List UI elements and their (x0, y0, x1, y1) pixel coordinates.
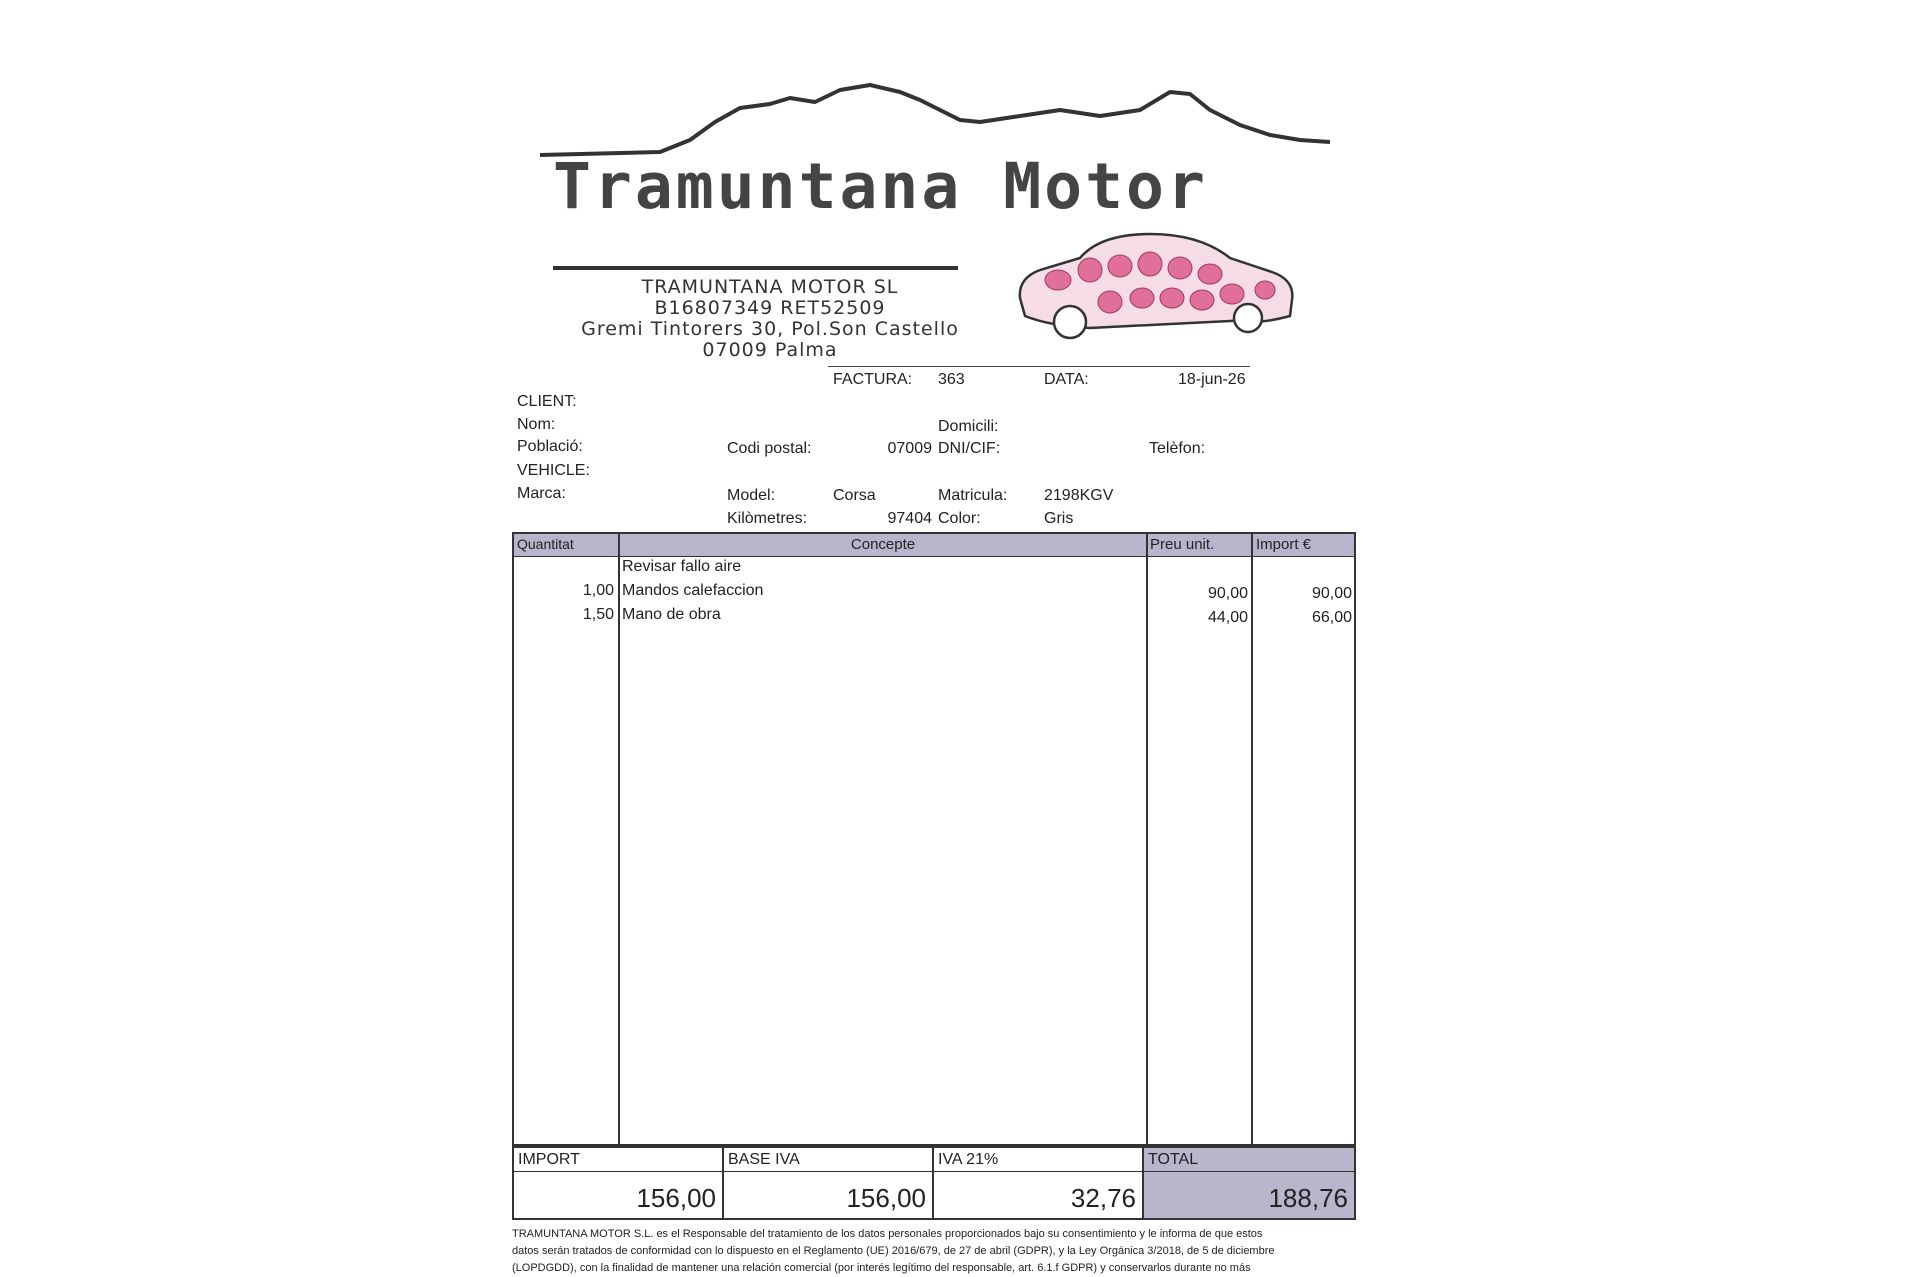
iva-value: 32,76 (1070, 1183, 1136, 1213)
km-value: 97404 (887, 510, 932, 527)
legal-notice (512, 1226, 1352, 1277)
codi-postal-value: 07009 (887, 440, 932, 457)
column-divider (1146, 534, 1148, 1144)
row-unit-price: 90,00 (1207, 585, 1248, 602)
total-value: 188,76 (1268, 1183, 1348, 1213)
factura-label: FACTURA: (833, 371, 913, 388)
import-label: IMPORT (514, 1148, 722, 1172)
invoice-date: 18-jun-26 (1178, 371, 1246, 388)
row-concept: Mano de obra (622, 606, 721, 623)
row-unit-price: 44,00 (1207, 609, 1248, 626)
base-iva-box (722, 1146, 934, 1220)
import-box (512, 1146, 724, 1220)
iva-label: IVA 21% (934, 1148, 1142, 1172)
row-quantity: 1,00 (582, 582, 614, 599)
factura-number: 363 (938, 371, 965, 388)
codi-postal-label: Codi postal: (727, 440, 812, 457)
telefon-label: Telèfon: (1149, 440, 1206, 457)
import-value: 156,00 (636, 1183, 716, 1213)
company-city: 07009 Palma (702, 339, 838, 361)
header-import: Import € (1256, 536, 1312, 553)
iva-box (932, 1146, 1144, 1220)
color-value: Gris (1044, 510, 1074, 527)
total-box (1142, 1146, 1356, 1220)
color-label: Color: (938, 510, 981, 527)
row-concept: Mandos calefaccion (622, 582, 764, 599)
total-label: TOTAL (1144, 1148, 1354, 1172)
header-quantitat: Quantitat (517, 536, 574, 552)
row-concept: Revisar fallo aire (622, 558, 742, 575)
base-iva-value: 156,00 (846, 1183, 926, 1213)
invoice-header-rule (828, 366, 1250, 367)
header-preu-unit: Preu unit. (1150, 536, 1215, 553)
vehicle-section-label: VEHICLE: (517, 462, 590, 479)
nom-label: Nom: (517, 416, 556, 433)
legal-line: (LOPDGDD), con la finalidad de mantener una relación comercial (por interés legítimo del responsable, art. 6.1.f GDPR) y conservarlos durante no más (512, 1262, 1251, 1274)
column-divider (618, 534, 620, 1144)
marca-label: Marca: (517, 485, 566, 502)
items-table (512, 532, 1356, 1146)
legal-line: datos serán tratados de conformidad con lo dispuesto en el Reglamento (UE) 2016/679, de 27 de abril (GDPR), y la Ley Orgánica 3/2018, de 5 de diciembre (512, 1245, 1275, 1257)
client-section-label: CLIENT: (517, 393, 577, 410)
base-iva-label: BASE IVA (724, 1148, 932, 1172)
data-label: DATA: (1044, 371, 1089, 388)
row-quantity: 1,50 (582, 606, 614, 623)
company-tax-ids: B16807349 RET52509 (654, 297, 886, 319)
column-divider (1251, 534, 1253, 1144)
matricula-label: Matricula: (938, 487, 1008, 504)
company-name: TRAMUNTANA MOTOR SL (641, 276, 899, 298)
car-stamp-logo-icon (1010, 228, 1300, 348)
poblacio-label: Població: (517, 438, 583, 455)
mountain-logo-icon (540, 80, 1330, 160)
row-import: 90,00 (1311, 585, 1352, 602)
model-label: Model: (727, 487, 776, 504)
header-concepte: Concepte (850, 536, 916, 553)
model-value: Corsa (833, 487, 876, 504)
row-import: 66,00 (1311, 609, 1352, 626)
domicili-label: Domicili: (938, 418, 999, 435)
legal-line: TRAMUNTANA MOTOR S.L. es el Responsable del tratamiento de los datos personales proporcionados bajo su consentimiento y le informa de que estos (512, 1228, 1263, 1240)
brand-underline (553, 266, 958, 270)
company-address: Gremi Tintorers 30, Pol.Son Castello (581, 318, 959, 340)
matricula-value: 2198KGV (1044, 487, 1114, 504)
dni-label: DNI/CIF: (938, 440, 1001, 457)
km-label: Kilòmetres: (727, 510, 808, 527)
brand-name: Tramuntana Motor (553, 150, 1208, 223)
